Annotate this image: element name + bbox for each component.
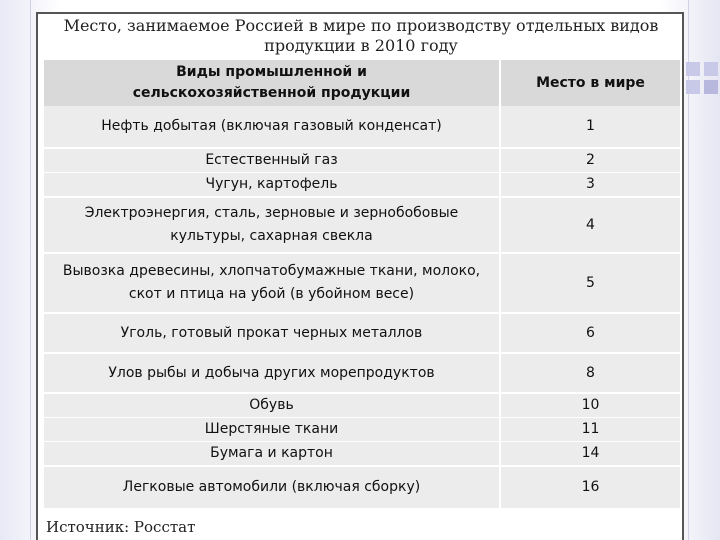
decor-line-left <box>30 0 31 540</box>
table-row <box>44 106 680 148</box>
product-cell: Естественный газ <box>44 148 500 173</box>
rank-cell: 6 <box>500 313 680 353</box>
product-cell: Шерстяные ткани <box>44 418 500 442</box>
decor-square <box>704 80 718 94</box>
table-row <box>44 418 680 442</box>
product-cell: Чугун, картофель <box>44 173 500 198</box>
product-cell: Электроэнергия, сталь, зерновые и зернобобовые культуры, сахарная свекла <box>44 197 500 253</box>
rank-cell: 10 <box>500 393 680 418</box>
decor-square <box>686 80 700 94</box>
slide-title: Место, занимаемое Россией в мире по производству отдельных видов продукции в 2010 году <box>63 16 659 55</box>
table-row <box>44 393 680 418</box>
product-cell: Вывозка древесины, хлопчатобумажные ткани, молоко, скот и птица на убой (в убойном весе) <box>44 253 500 313</box>
table-header-row <box>44 60 680 106</box>
source-note: Источник: Росстат <box>46 518 196 536</box>
table-row <box>44 253 680 313</box>
rank-cell: 16 <box>500 466 680 508</box>
table-row <box>44 173 680 198</box>
rank-cell: 4 <box>500 197 680 253</box>
table-row <box>44 466 680 508</box>
rank-cell: 5 <box>500 253 680 313</box>
product-cell: Бумага и картон <box>44 442 500 467</box>
rank-cell: 3 <box>500 173 680 198</box>
rank-cell: 14 <box>500 442 680 467</box>
ranking-table <box>44 60 680 508</box>
table-row <box>44 442 680 467</box>
product-cell: Уголь, готовый прокат черных металлов <box>44 313 500 353</box>
decor-square <box>686 62 700 76</box>
table-row <box>44 313 680 353</box>
product-cell: Легковые автомобили (включая сборку) <box>44 466 500 508</box>
table-row <box>44 197 680 253</box>
rank-cell: 11 <box>500 418 680 442</box>
product-cell: Обувь <box>44 393 500 418</box>
header-product: Виды промышленной и сельскохозяйственной продукции <box>44 60 500 106</box>
product-cell: Нефть добытая (включая газовый конденсат) <box>44 106 500 148</box>
header-rank: Место в мире <box>500 60 680 106</box>
table-row <box>44 353 680 393</box>
rank-cell: 8 <box>500 353 680 393</box>
table-row <box>44 148 680 173</box>
slide <box>36 12 684 540</box>
product-cell: Улов рыбы и добыча других морепродуктов <box>44 353 500 393</box>
rank-cell: 2 <box>500 148 680 173</box>
rank-cell: 1 <box>500 106 680 148</box>
decor-square <box>704 62 718 76</box>
